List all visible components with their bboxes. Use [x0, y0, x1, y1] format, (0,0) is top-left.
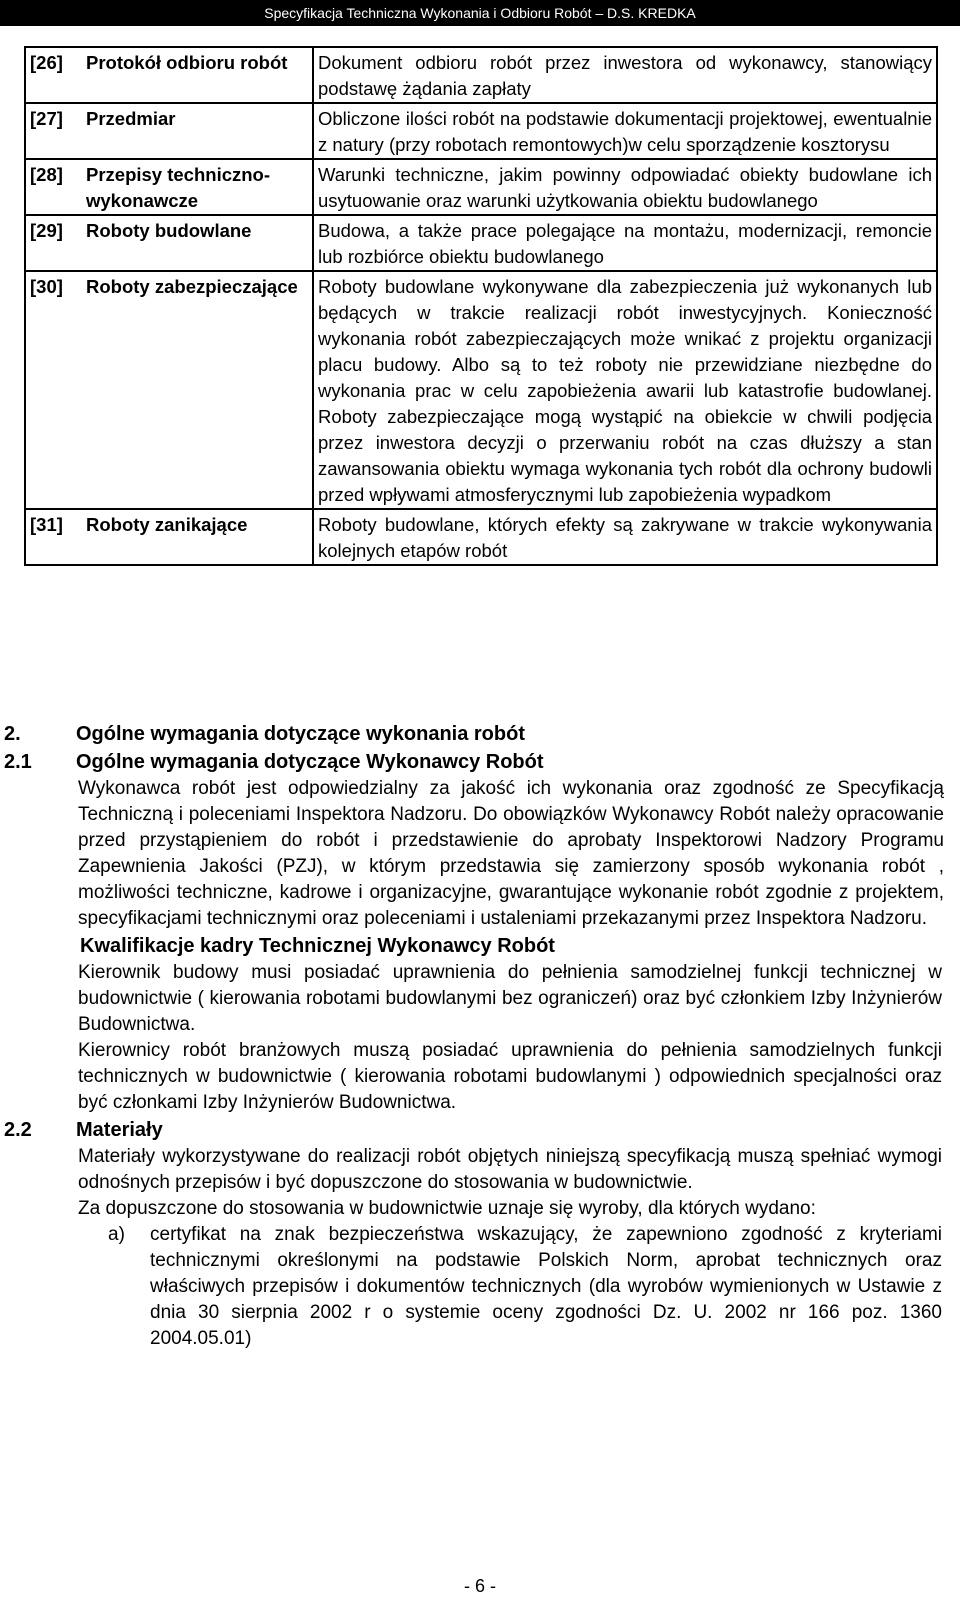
definition-row: [25, 509, 937, 565]
definition-number: [29]: [25, 215, 82, 271]
list-item-label: a): [108, 1224, 125, 1245]
definition-number: [28]: [25, 159, 82, 215]
section-title: Ogólne wymagania dotyczące wykonania robót: [76, 723, 525, 745]
qualifications-heading: [0, 932, 960, 960]
section-heading: [0, 720, 960, 748]
header-title: Specyfikacja Techniczna Wykonania i Odbioru Robót – D.S. KREDKA: [264, 5, 696, 21]
definition-text: Roboty budowlane wykonywane dla zabezpieczenia już wykonanych lub będących w trakcie realizacji robót inwestycyjnych. Konieczność wykonania robót zabezpieczających może wnikać z projektu organizacji placu budowy. Albo są to też roboty nie przewidziane niezbędne do wykonania prac w celu zapobieżenia awarii lub katastrofie budowlanej. Roboty zabezpieczające mogą wystąpić na obiekcie w chwili podjęcia przez inwestora decyzji o przerwaniu robót na czas dłuższy a stan zawansowania obiektu wymaga wykonania tych robót dla ochrony budowli przed wpływami atmosferycznymi lub zapobieżenia wypadkom: [313, 271, 937, 509]
subsection-number: 2.2: [4, 1119, 32, 1141]
subsection-heading: [0, 748, 960, 776]
subsection-title: Materiały: [76, 1119, 163, 1141]
definition-row: [25, 47, 937, 103]
subsection-number: 2.1: [4, 751, 32, 773]
definition-term: Roboty budowlane: [82, 215, 313, 271]
definition-row: [25, 159, 937, 215]
materials-paragraph: Materiały wykorzystywane do realizacji robót objętych niniejszą specyfikacją muszą spełniać wymogi odnośnych przepisów i być dopuszczone do stosowania w budownictwie.: [78, 1146, 942, 1193]
subsection-title: Ogólne wymagania dotyczące Wykonawcy Robót: [76, 751, 544, 773]
definition-row: [25, 215, 937, 271]
definition-text: Dokument odbioru robót przez inwestora od wykonawcy, stanowiący podstawę żądania zapłaty: [313, 47, 937, 103]
definition-row: [25, 271, 937, 509]
list-item-text: certyfikat na znak bezpieczeństwa wskazujący, że zapewniono zgodność z kryteriami technicznymi określonymi na podstawie Polskich Norm, aprobat technicznych oraz właściwych przepisów i dokumentów technicznych (dla wyrobów wymienionych w Ustawie z dnia 30 sierpnia 2002 r o systemie oceny zgodności Dz. U. 2002 nr 166 poz. 1360 2004.05.01): [150, 1224, 942, 1349]
definition-number: [27]: [25, 103, 82, 159]
definition-text: Roboty budowlane, których efekty są zakrywane w trakcie wykonywania kolejnych etapów robót: [313, 509, 937, 565]
definition-term: Roboty zabezpieczające: [82, 271, 313, 509]
definition-row: [25, 103, 937, 159]
site-manager-paragraph: Kierownik budowy musi posiadać uprawnienia do pełnienia samodzielnej funkcji technicznej w budownictwie ( kierowania robotami budowlanymi bez ograniczeń) oraz być członkiem Izby Inżynierów Budownictwa.: [78, 962, 942, 1035]
page-header: [0, 0, 960, 26]
approval-list: [0, 1222, 960, 1352]
definition-term: Protokół odbioru robót: [82, 47, 313, 103]
section-2: [0, 720, 960, 1352]
work-managers-paragraph: Kierownicy robót branżowych muszą posiadać uprawnienia do pełnienia samodzielnych funkcji technicznych w budownictwie ( kierowania robotami budowlanymi ) odpowiednich specjalności oraz być członkami Izby Inżynierów Budownictwa.: [78, 1040, 942, 1113]
page-number: - 6 -: [463, 1576, 496, 1596]
definition-term: Przepisy techniczno-wykonawcze: [82, 159, 313, 215]
definition-term: Roboty zanikające: [82, 509, 313, 565]
definition-text: Warunki techniczne, jakim powinny odpowiadać obiekty budowlane ich usytuowanie oraz warunki użytkowania obiektu budowlanego: [313, 159, 937, 215]
section-number: 2.: [4, 723, 21, 745]
subsection-heading: [0, 1116, 960, 1144]
list-item: [108, 1222, 942, 1352]
definition-number: [31]: [25, 509, 82, 565]
definition-number: [26]: [25, 47, 82, 103]
contractor-paragraph: Wykonawca robót jest odpowiedzialny za jakość ich wykonania oraz zgodność ze Specyfikacją Techniczną i poleceniami Inspektora Nadzoru. Do obowiązków Wykonawcy Robót należy opracowanie przed przystąpieniem do robót i przedstawienie do aprobaty Inspektorowi Nadzory Programu Zapewnienia Jakości (PZJ), w którym przedstawia się zamierzony sposób wykonania robót , możliwości techniczne, kadrowe i organizacyjne, gwarantujące wykonanie robót zgodnie z projektem, specyfikacjami technicznymi oraz poleceniami i ustaleniami przekazanymi przez Inspektora Nadzoru.: [78, 778, 944, 929]
definition-text: Budowa, a także prace polegające na montażu, modernizacji, remoncie lub rozbiórce obiektu budowlanego: [313, 215, 937, 271]
definitions-table: [24, 46, 938, 566]
qualifications-title: Kwalifikacje kadry Technicznej Wykonawcy Robót: [80, 935, 555, 957]
definition-text: Obliczone ilości robót na podstawie dokumentacji projektowej, ewentualnie z natury (przy robotach remontowych)w celu sporządzenie kosztorysu: [313, 103, 937, 159]
approval-paragraph: Za dopuszczone do stosowania w budownictwie uznaje się wyroby, dla których wydano:: [78, 1198, 816, 1219]
definition-term: Przedmiar: [82, 103, 313, 159]
definition-number: [30]: [25, 271, 82, 509]
